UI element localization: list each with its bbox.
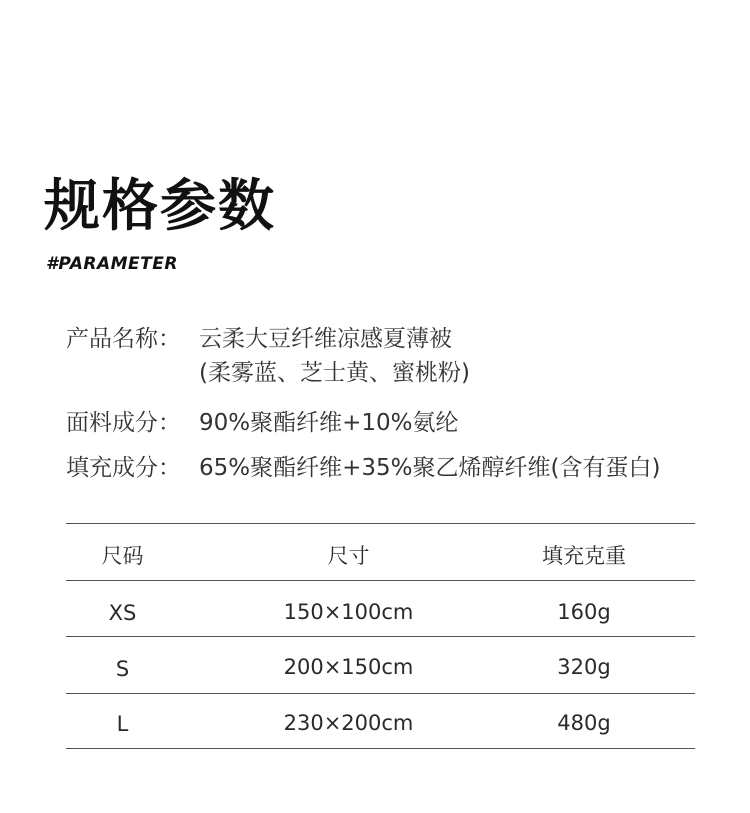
table-cell-fill-weight: 320g xyxy=(557,655,611,679)
table-cell-fill-weight: 480g xyxy=(557,711,611,735)
table-divider xyxy=(66,523,695,524)
spec-label: 产品名称： xyxy=(66,326,181,352)
table-divider xyxy=(66,580,695,581)
spec-label: 填充成分： xyxy=(66,455,181,481)
table-cell-dimensions: 230×200cm xyxy=(283,711,414,735)
spec-value: 90%聚酯纤维+10%氨纶 xyxy=(199,410,459,436)
table-header-dimensions: 尺寸 xyxy=(327,544,370,568)
page-subtitle: #PARAMETER xyxy=(46,254,178,274)
spec-filling xyxy=(66,451,660,485)
spec-label: 面料成分： xyxy=(66,410,181,436)
spec-product-colors: (柔雾蓝、芝士黄、蜜桃粉) xyxy=(199,360,470,386)
table-cell-size: XS xyxy=(108,601,137,625)
table-cell-size: L xyxy=(116,712,129,736)
spec-fabric xyxy=(66,406,459,440)
table-header-fill-weight: 填充克重 xyxy=(542,544,626,568)
table-cell-fill-weight: 160g xyxy=(557,600,611,624)
spec-value: 65%聚酯纤维+35%聚乙烯醇纤维(含有蛋白) xyxy=(199,455,661,481)
spec-value: 云柔大豆纤维凉感夏薄被 xyxy=(199,326,452,352)
page-title: 规格参数 xyxy=(44,174,276,239)
table-cell-size: S xyxy=(115,657,130,681)
table-divider xyxy=(66,748,695,749)
table-divider xyxy=(66,636,695,637)
table-cell-dimensions: 150×100cm xyxy=(283,600,414,624)
table-header-size: 尺码 xyxy=(101,544,144,568)
table-divider xyxy=(66,693,695,694)
table-cell-dimensions: 200×150cm xyxy=(283,655,414,679)
spec-product-name xyxy=(66,322,452,356)
